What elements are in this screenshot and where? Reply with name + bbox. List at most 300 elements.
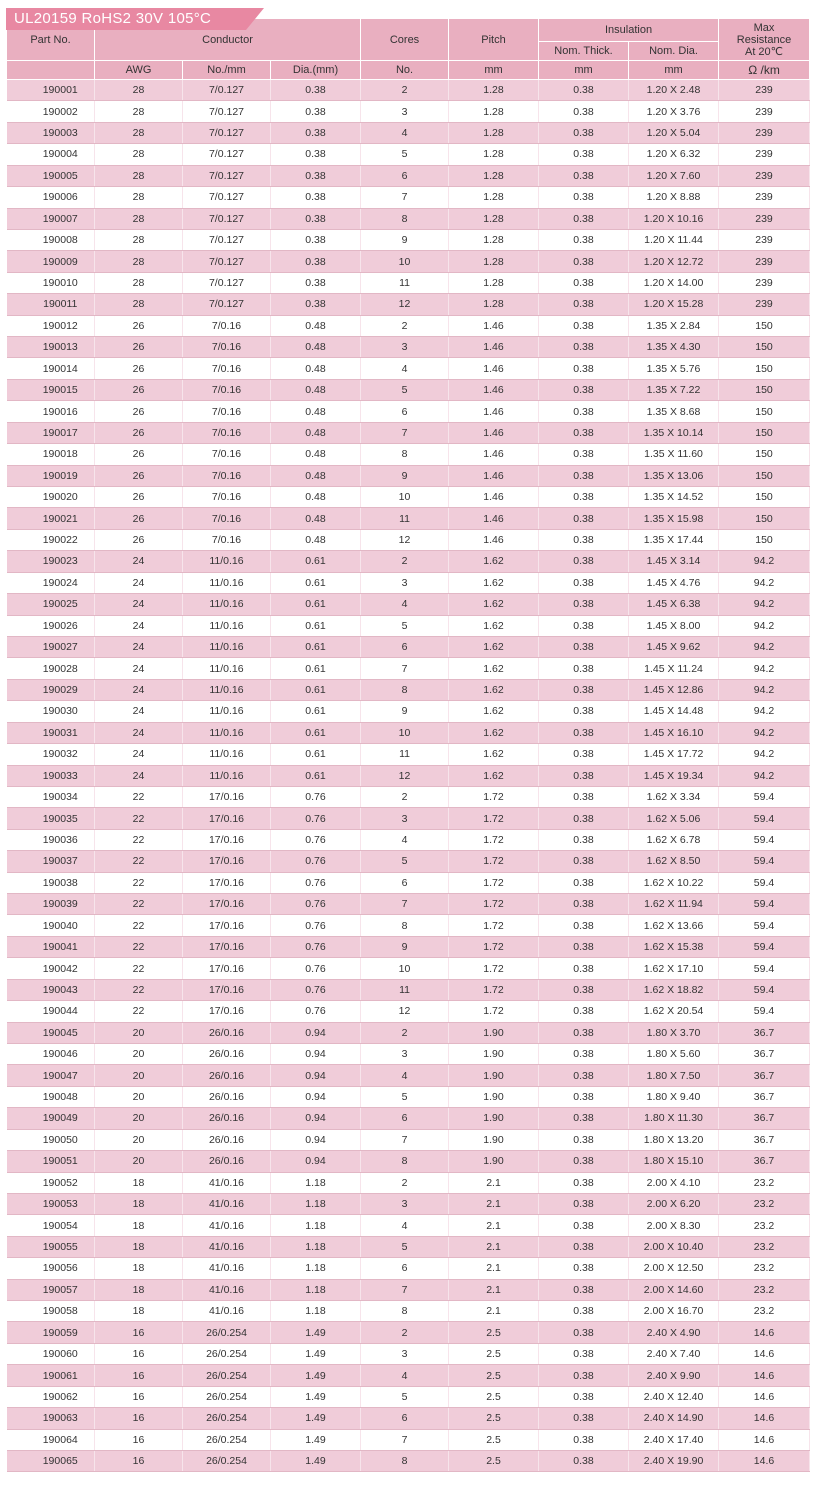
table-row (7, 1172, 810, 1193)
cores-cell: 5 (361, 144, 449, 165)
max-resistance-cell: 150 (719, 487, 810, 508)
no-mm-cell: 7/0.16 (183, 358, 271, 379)
max-resistance-cell: 94.2 (719, 572, 810, 593)
nom-dia-cell: 1.35 X 10.14 (629, 422, 719, 443)
dia-mm-cell: 0.76 (271, 786, 361, 807)
nom-dia-cell: 1.45 X 4.76 (629, 572, 719, 593)
dia-mm-cell: 0.94 (271, 1043, 361, 1064)
part-no-cell: 190055 (7, 1236, 95, 1257)
part-no-cell: 190046 (7, 1043, 95, 1064)
dia-mm-cell: 0.48 (271, 465, 361, 486)
nom-dia-cell: 1.62 X 5.06 (629, 808, 719, 829)
nom-thick-cell: 0.38 (539, 1343, 629, 1364)
cores-cell: 8 (361, 208, 449, 229)
resistance-unit-header: Ω /km (719, 61, 810, 80)
dia-mm-cell: 0.61 (271, 615, 361, 636)
nom-dia-cell: 1.35 X 7.22 (629, 379, 719, 400)
nom-thick-cell: 0.38 (539, 1022, 629, 1043)
awg-cell: 22 (95, 829, 183, 850)
table-row (7, 229, 810, 250)
no-mm-cell: 17/0.16 (183, 1001, 271, 1022)
nom-dia-cell: 1.45 X 16.10 (629, 722, 719, 743)
part-no-cell: 190015 (7, 379, 95, 400)
awg-cell: 26 (95, 487, 183, 508)
dia-mm-cell: 1.49 (271, 1322, 361, 1343)
nom-dia-cell: 1.62 X 13.66 (629, 915, 719, 936)
cores-cell: 6 (361, 165, 449, 186)
cores-cell: 5 (361, 615, 449, 636)
table-row (7, 658, 810, 679)
nom-thick-cell: 0.38 (539, 80, 629, 101)
awg-cell: 18 (95, 1301, 183, 1322)
nom-thick-cell: 0.38 (539, 1086, 629, 1107)
part-no-header: Part No. (7, 19, 95, 61)
part-no-cell: 190008 (7, 229, 95, 250)
awg-cell: 22 (95, 786, 183, 807)
part-no-cell: 190056 (7, 1258, 95, 1279)
pitch-cell: 1.46 (449, 465, 539, 486)
part-no-cell: 190005 (7, 165, 95, 186)
nom-thick-cell: 0.38 (539, 744, 629, 765)
awg-cell: 26 (95, 508, 183, 529)
max-resistance-cell: 23.2 (719, 1258, 810, 1279)
part-no-cell: 190053 (7, 1193, 95, 1214)
table-row (7, 1193, 810, 1214)
no-mm-cell: 17/0.16 (183, 851, 271, 872)
cores-cell: 2 (361, 1322, 449, 1343)
nom-dia-cell: 2.40 X 19.90 (629, 1451, 719, 1472)
cores-cell: 2 (361, 786, 449, 807)
cores-cell: 6 (361, 1408, 449, 1429)
awg-cell: 16 (95, 1322, 183, 1343)
awg-cell: 20 (95, 1043, 183, 1064)
cores-cell: 2 (361, 1172, 449, 1193)
pitch-cell: 2.1 (449, 1193, 539, 1214)
table-row (7, 551, 810, 572)
max-resistance-cell: 239 (719, 122, 810, 143)
nom-thick-cell: 0.38 (539, 1386, 629, 1407)
no-mm-cell: 41/0.16 (183, 1193, 271, 1214)
nom-dia-cell: 1.45 X 17.72 (629, 744, 719, 765)
pitch-cell: 1.72 (449, 786, 539, 807)
part-no-cell: 190021 (7, 508, 95, 529)
awg-cell: 24 (95, 572, 183, 593)
dia-mm-cell: 1.18 (271, 1258, 361, 1279)
max-resistance-cell: 150 (719, 401, 810, 422)
nom-thick-cell: 0.38 (539, 379, 629, 400)
table-row (7, 894, 810, 915)
no-mm-cell: 26/0.16 (183, 1129, 271, 1150)
max-resistance-cell: 59.4 (719, 958, 810, 979)
nom-dia-cell: 1.35 X 14.52 (629, 487, 719, 508)
pitch-cell: 1.72 (449, 1001, 539, 1022)
dia-mm-cell: 0.76 (271, 872, 361, 893)
awg-cell: 26 (95, 465, 183, 486)
table-row (7, 872, 810, 893)
part-no-cell: 190051 (7, 1151, 95, 1172)
max-resistance-cell: 239 (719, 272, 810, 293)
max-resistance-cell: 23.2 (719, 1236, 810, 1257)
no-mm-cell: 7/0.127 (183, 294, 271, 315)
awg-cell: 28 (95, 187, 183, 208)
no-header: No. (361, 61, 449, 80)
part-no-cell: 190034 (7, 786, 95, 807)
table-row (7, 358, 810, 379)
awg-cell: 26 (95, 315, 183, 336)
awg-cell: 22 (95, 851, 183, 872)
awg-cell: 22 (95, 894, 183, 915)
awg-cell: 26 (95, 444, 183, 465)
dia-mm-cell: 0.61 (271, 679, 361, 700)
nom-thick-cell: 0.38 (539, 1236, 629, 1257)
part-no-cell: 190018 (7, 444, 95, 465)
nom-dia-cell: 2.00 X 12.50 (629, 1258, 719, 1279)
max-resistance-line-1: Max (753, 21, 775, 34)
dia-mm-cell: 0.48 (271, 529, 361, 550)
pitch-cell: 1.28 (449, 187, 539, 208)
max-resistance-line-3: At 20℃ (744, 45, 784, 58)
no-mm-cell: 41/0.16 (183, 1301, 271, 1322)
cores-header: Cores (361, 19, 449, 61)
awg-cell: 20 (95, 1108, 183, 1129)
part-no-cell: 190062 (7, 1386, 95, 1407)
nom-thick-cell: 0.38 (539, 551, 629, 572)
pitch-cell: 2.1 (449, 1236, 539, 1257)
dia-mm-cell: 0.61 (271, 551, 361, 572)
cores-cell: 6 (361, 1258, 449, 1279)
awg-cell: 22 (95, 958, 183, 979)
awg-cell: 18 (95, 1236, 183, 1257)
dia-mm-cell: 0.76 (271, 894, 361, 915)
max-resistance-cell: 239 (719, 80, 810, 101)
max-resistance-cell: 14.6 (719, 1343, 810, 1364)
max-resistance-cell: 36.7 (719, 1129, 810, 1150)
dia-mm-cell: 1.18 (271, 1236, 361, 1257)
dia-mm-cell: 0.76 (271, 829, 361, 850)
dia-mm-cell: 0.61 (271, 765, 361, 786)
nom-thick-cell: 0.38 (539, 1215, 629, 1236)
pitch-cell: 1.62 (449, 572, 539, 593)
nom-thick-cell: 0.38 (539, 1129, 629, 1150)
part-no-cell: 190036 (7, 829, 95, 850)
nom-thick-cell: 0.38 (539, 1301, 629, 1322)
part-no-cell: 190013 (7, 337, 95, 358)
no-mm-cell: 7/0.127 (183, 229, 271, 250)
nom-dia-cell: 1.62 X 17.10 (629, 958, 719, 979)
cores-cell: 8 (361, 1151, 449, 1172)
nom-thick-cell: 0.38 (539, 422, 629, 443)
no-mm-cell: 7/0.16 (183, 465, 271, 486)
dia-mm-cell: 0.48 (271, 444, 361, 465)
cores-cell: 12 (361, 294, 449, 315)
awg-cell: 28 (95, 165, 183, 186)
nom-thick-cell: 0.38 (539, 144, 629, 165)
no-mm-cell: 7/0.127 (183, 122, 271, 143)
nom-dia-cell: 2.40 X 9.90 (629, 1365, 719, 1386)
part-no-cell: 190024 (7, 572, 95, 593)
table-row (7, 1365, 810, 1386)
pitch-cell: 1.28 (449, 251, 539, 272)
part-no-cell: 190041 (7, 936, 95, 957)
nom-dia-cell: 1.20 X 12.72 (629, 251, 719, 272)
pitch-cell: 1.28 (449, 208, 539, 229)
no-mm-cell: 7/0.127 (183, 187, 271, 208)
part-no-cell: 190006 (7, 187, 95, 208)
cores-cell: 3 (361, 101, 449, 122)
awg-cell: 24 (95, 615, 183, 636)
awg-cell: 18 (95, 1215, 183, 1236)
max-resistance-cell: 14.6 (719, 1365, 810, 1386)
nom-dia-cell: 1.80 X 7.50 (629, 1065, 719, 1086)
dia-mm-cell: 0.38 (271, 80, 361, 101)
dia-mm-cell: 0.61 (271, 572, 361, 593)
no-mm-cell: 11/0.16 (183, 594, 271, 615)
part-no-cell: 190004 (7, 144, 95, 165)
nom-thick-cell: 0.38 (539, 1279, 629, 1300)
table-row (7, 829, 810, 850)
cores-cell: 3 (361, 1193, 449, 1214)
nom-dia-cell: 2.00 X 10.40 (629, 1236, 719, 1257)
table-row (7, 187, 810, 208)
cores-cell: 11 (361, 744, 449, 765)
max-resistance-cell: 239 (719, 101, 810, 122)
awg-cell: 24 (95, 679, 183, 700)
pitch-cell: 1.90 (449, 1129, 539, 1150)
no-mm-cell: 11/0.16 (183, 572, 271, 593)
pitch-cell: 1.62 (449, 744, 539, 765)
dia-mm-cell: 1.18 (271, 1301, 361, 1322)
awg-cell: 28 (95, 229, 183, 250)
nom-dia-cell: 1.62 X 10.22 (629, 872, 719, 893)
nom-dia-cell: 1.80 X 13.20 (629, 1129, 719, 1150)
max-resistance-cell: 94.2 (719, 744, 810, 765)
nom-thick-cell: 0.38 (539, 294, 629, 315)
part-no-cell: 190043 (7, 979, 95, 1000)
table-row (7, 1322, 810, 1343)
table-row (7, 1129, 810, 1150)
cores-cell: 8 (361, 915, 449, 936)
pitch-cell: 1.46 (449, 444, 539, 465)
awg-cell: 16 (95, 1451, 183, 1472)
cores-cell: 7 (361, 894, 449, 915)
cores-cell: 8 (361, 1451, 449, 1472)
cores-cell: 7 (361, 1429, 449, 1450)
awg-cell: 24 (95, 658, 183, 679)
nom-thick-cell: 0.38 (539, 936, 629, 957)
max-resistance-cell: 94.2 (719, 722, 810, 743)
max-resistance-cell: 59.4 (719, 894, 810, 915)
dia-mm-cell: 0.76 (271, 1001, 361, 1022)
part-no-cell: 190017 (7, 422, 95, 443)
awg-cell: 26 (95, 379, 183, 400)
nom-dia-cell: 1.80 X 15.10 (629, 1151, 719, 1172)
awg-cell: 26 (95, 401, 183, 422)
nom-dia-cell: 1.35 X 8.68 (629, 401, 719, 422)
dia-mm-cell: 0.48 (271, 379, 361, 400)
dia-mm-cell: 0.76 (271, 936, 361, 957)
table-row (7, 615, 810, 636)
awg-cell: 28 (95, 122, 183, 143)
table-row (7, 1236, 810, 1257)
table-row (7, 701, 810, 722)
nom-thick-cell: 0.38 (539, 1365, 629, 1386)
no-mm-cell: 17/0.16 (183, 786, 271, 807)
no-mm-cell: 11/0.16 (183, 615, 271, 636)
max-resistance-cell: 239 (719, 187, 810, 208)
max-resistance-cell: 36.7 (719, 1065, 810, 1086)
awg-cell: 16 (95, 1365, 183, 1386)
pitch-cell: 2.5 (449, 1429, 539, 1450)
no-mm-cell: 11/0.16 (183, 701, 271, 722)
cores-cell: 3 (361, 808, 449, 829)
max-resistance-cell: 36.7 (719, 1151, 810, 1172)
part-no-cell: 190033 (7, 765, 95, 786)
pitch-cell: 1.28 (449, 144, 539, 165)
max-resistance-cell: 59.4 (719, 786, 810, 807)
dia-mm-cell: 0.94 (271, 1108, 361, 1129)
awg-cell: 16 (95, 1343, 183, 1364)
awg-cell: 18 (95, 1193, 183, 1214)
dia-mm-cell: 1.49 (271, 1365, 361, 1386)
nom-dia-cell: 1.20 X 3.76 (629, 101, 719, 122)
dia-mm-cell: 0.38 (271, 272, 361, 293)
table-row (7, 1086, 810, 1107)
awg-cell: 24 (95, 722, 183, 743)
max-resistance-cell: 150 (719, 337, 810, 358)
nom-thick-cell: 0.38 (539, 1151, 629, 1172)
nom-thick-cell: 0.38 (539, 1451, 629, 1472)
table-row (7, 808, 810, 829)
nom-dia-cell: 2.40 X 7.40 (629, 1343, 719, 1364)
awg-cell: 22 (95, 915, 183, 936)
table-row (7, 165, 810, 186)
max-resistance-cell: 59.4 (719, 979, 810, 1000)
no-mm-cell: 26/0.254 (183, 1365, 271, 1386)
pitch-header: Pitch (449, 19, 539, 61)
cores-cell: 4 (361, 122, 449, 143)
pitch-cell: 1.90 (449, 1065, 539, 1086)
awg-cell: 26 (95, 529, 183, 550)
part-no-cell: 190023 (7, 551, 95, 572)
no-mm-cell: 26/0.16 (183, 1108, 271, 1129)
part-no-cell: 190039 (7, 894, 95, 915)
part-no-cell: 190032 (7, 744, 95, 765)
max-resistance-cell: 36.7 (719, 1043, 810, 1064)
cores-cell: 3 (361, 572, 449, 593)
cores-cell: 2 (361, 315, 449, 336)
awg-cell: 28 (95, 80, 183, 101)
max-resistance-cell: 36.7 (719, 1086, 810, 1107)
dia-mm-cell: 0.38 (271, 165, 361, 186)
nom-thick-cell: 0.38 (539, 679, 629, 700)
nom-thick-cell: 0.38 (539, 701, 629, 722)
nom-thick-cell: 0.38 (539, 765, 629, 786)
nom-dia-cell: 1.35 X 17.44 (629, 529, 719, 550)
nom-thick-cell: 0.38 (539, 1193, 629, 1214)
dia-mm-cell: 0.38 (271, 122, 361, 143)
no-mm-cell: 7/0.16 (183, 487, 271, 508)
table-row (7, 144, 810, 165)
nom-thick-cell: 0.38 (539, 1108, 629, 1129)
max-resistance-cell: 150 (719, 444, 810, 465)
cores-cell: 9 (361, 936, 449, 957)
dia-mm-cell: 1.18 (271, 1172, 361, 1193)
nom-thick-cell: 0.38 (539, 251, 629, 272)
awg-cell: 26 (95, 358, 183, 379)
table-row (7, 958, 810, 979)
dia-mm-cell: 0.76 (271, 915, 361, 936)
dia-mm-cell: 1.18 (271, 1215, 361, 1236)
conductor-header: Conductor (95, 19, 361, 61)
max-resistance-cell: 150 (719, 508, 810, 529)
cores-cell: 4 (361, 1065, 449, 1086)
max-resistance-cell: 150 (719, 358, 810, 379)
part-no-cell: 190057 (7, 1279, 95, 1300)
part-no-cell: 190019 (7, 465, 95, 486)
cores-cell: 2 (361, 1022, 449, 1043)
table-row (7, 915, 810, 936)
table-row (7, 572, 810, 593)
no-mm-cell: 17/0.16 (183, 894, 271, 915)
nom-dia-cell: 1.62 X 18.82 (629, 979, 719, 1000)
cores-cell: 4 (361, 1215, 449, 1236)
dia-mm-cell: 1.49 (271, 1429, 361, 1450)
pitch-cell: 1.72 (449, 958, 539, 979)
nom-thick-cell: 0.38 (539, 572, 629, 593)
nom-thick-header: Nom. Thick. (539, 42, 629, 61)
cores-cell: 8 (361, 679, 449, 700)
pitch-cell: 1.72 (449, 894, 539, 915)
awg-cell: 16 (95, 1386, 183, 1407)
dia-mm-cell: 0.94 (271, 1129, 361, 1150)
pitch-cell: 1.28 (449, 272, 539, 293)
pitch-cell: 1.46 (449, 379, 539, 400)
part-no-cell: 190010 (7, 272, 95, 293)
nom-thick-cell: 0.38 (539, 165, 629, 186)
max-resistance-cell: 94.2 (719, 594, 810, 615)
nom-thick-cell: 0.38 (539, 915, 629, 936)
max-resistance-cell: 36.7 (719, 1022, 810, 1043)
awg-cell: 16 (95, 1429, 183, 1450)
nom-thick-cell: 0.38 (539, 315, 629, 336)
nom-dia-cell: 1.20 X 5.04 (629, 122, 719, 143)
dia-mm-cell: 0.38 (271, 294, 361, 315)
nom-dia-cell: 1.20 X 14.00 (629, 272, 719, 293)
insulation-header: Insulation (539, 19, 719, 42)
pitch-cell: 1.46 (449, 508, 539, 529)
nom-thick-cell: 0.38 (539, 894, 629, 915)
max-resistance-cell: 239 (719, 144, 810, 165)
pitch-cell: 1.72 (449, 829, 539, 850)
max-resistance-cell: 59.4 (719, 872, 810, 893)
no-mm-header: No./mm (183, 61, 271, 80)
no-mm-cell: 26/0.254 (183, 1322, 271, 1343)
nom-thick-cell: 0.38 (539, 979, 629, 1000)
dia-mm-cell: 0.38 (271, 229, 361, 250)
pitch-cell: 1.62 (449, 658, 539, 679)
nom-dia-cell: 2.00 X 6.20 (629, 1193, 719, 1214)
nom-dia-cell: 1.20 X 8.88 (629, 187, 719, 208)
max-resistance-cell: 59.4 (719, 936, 810, 957)
dia-mm-cell: 1.49 (271, 1451, 361, 1472)
max-resistance-cell: 36.7 (719, 1108, 810, 1129)
nom-dia-cell: 1.20 X 2.48 (629, 80, 719, 101)
dia-mm-cell: 0.76 (271, 808, 361, 829)
nom-dia-cell: 1.80 X 3.70 (629, 1022, 719, 1043)
cores-cell: 5 (361, 379, 449, 400)
no-mm-cell: 7/0.16 (183, 529, 271, 550)
nom-thick-cell: 0.38 (539, 101, 629, 122)
